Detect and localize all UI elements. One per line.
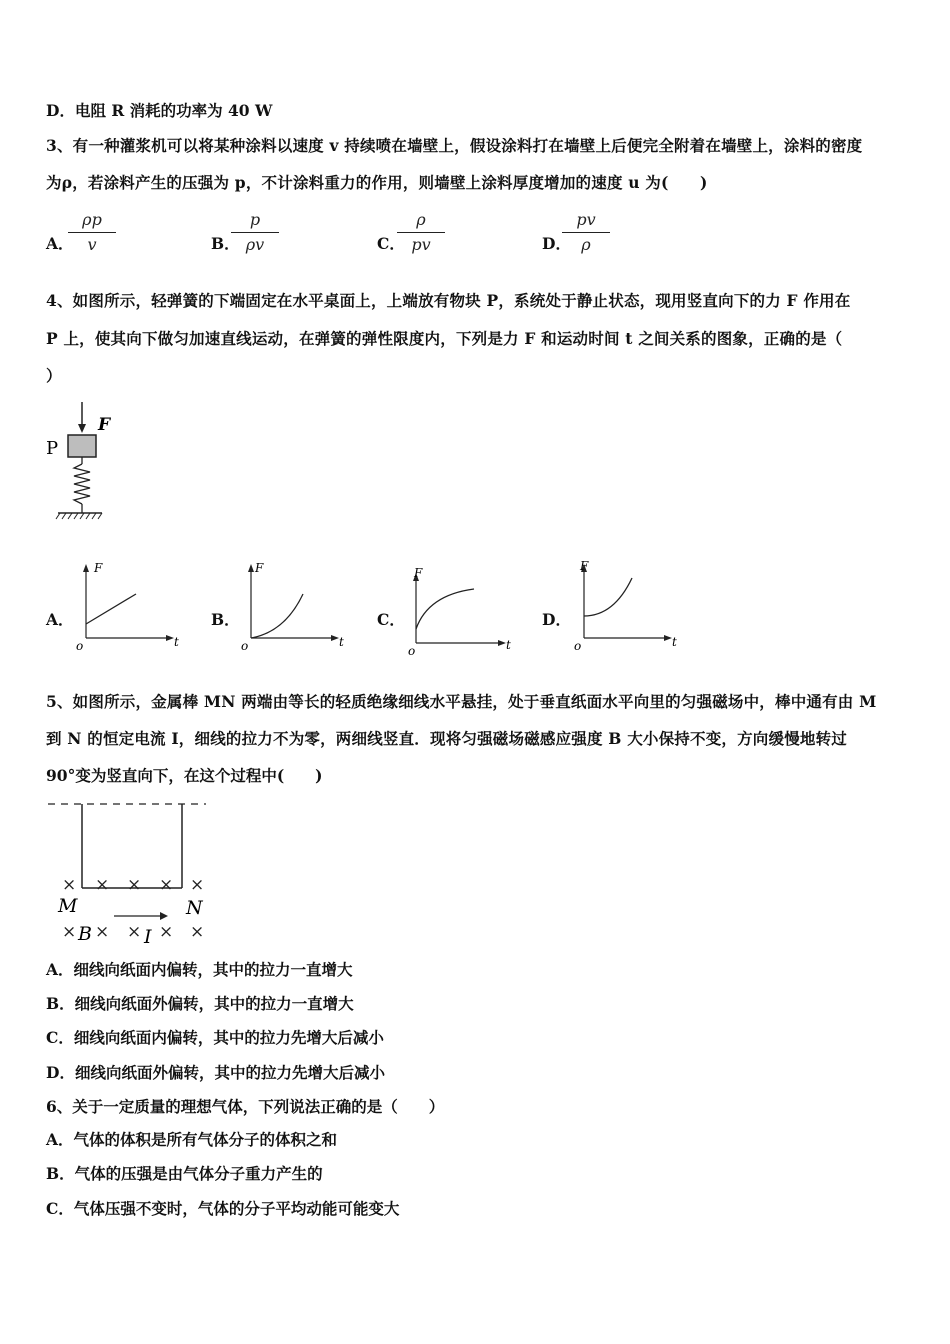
label-n: N xyxy=(186,897,203,919)
q6-option-b: B．气体的压强是由气体分子重力产生的 xyxy=(46,1164,323,1183)
denominator: ρ xyxy=(581,235,591,254)
field-cross: × xyxy=(95,922,110,942)
q3-option-d-label: D． xyxy=(542,234,571,253)
denominator: pv xyxy=(411,235,431,254)
q3-option-c-label: C． xyxy=(377,234,405,253)
q3-option-d-fraction xyxy=(556,210,616,255)
curve-linear xyxy=(86,594,136,624)
y-label: F xyxy=(414,566,423,580)
field-cross: × xyxy=(190,922,205,942)
numerator: p xyxy=(249,210,261,229)
x-label: t xyxy=(174,635,179,649)
q6-stem: 6、关于一定质量的理想气体，下列说法正确的是（ ） xyxy=(46,1097,445,1116)
q4-option-a-label: A． xyxy=(46,610,74,629)
field-cross: × xyxy=(159,875,174,895)
q4-stem-line1: 4、如图所示，轻弹簧的下端固定在水平桌面上，上端放有物块 P，系统处于静止状态，现用竖直向下的力 F 作用在 xyxy=(46,291,851,310)
q4-stem-line2: P 上，使其向下做匀加速直线运动，在弹簧的弹性限度内，下列是力 F 和运动时间 t 之间关系的图象，正确的是（ xyxy=(46,329,843,348)
q5-stem-line3: 90°变为竖直向下，在这个过程中( ) xyxy=(46,766,323,785)
x-arrow xyxy=(331,635,339,641)
x-label: t xyxy=(339,635,344,649)
q4-stem-line3: ） xyxy=(46,366,62,385)
curve-concave-up xyxy=(251,594,303,638)
y-arrow xyxy=(83,564,89,572)
force-label: F xyxy=(98,415,111,435)
x-label: t xyxy=(672,635,677,649)
y-label: F xyxy=(94,561,103,575)
spring-block-figure xyxy=(40,398,120,526)
field-cross: × xyxy=(127,922,142,942)
q5-option-b: B．细线向纸面外偏转，其中的拉力一直增大 xyxy=(46,994,354,1013)
block-p xyxy=(68,435,96,457)
label-i: I xyxy=(144,926,152,947)
label-b: B xyxy=(78,923,92,945)
label-m: M xyxy=(58,895,78,917)
origin-label: o xyxy=(76,639,84,652)
q4-option-d-label: D． xyxy=(542,610,571,629)
x-arrow xyxy=(664,635,672,641)
block-label: P xyxy=(46,438,59,459)
rod-magnetic-field-figure xyxy=(44,795,219,947)
q4-graph-b xyxy=(237,558,349,652)
x-arrow xyxy=(498,640,506,646)
field-cross: × xyxy=(62,875,77,895)
q5-option-d: D．细线向纸面外偏转，其中的拉力先增大后减小 xyxy=(46,1063,385,1082)
curve-offset-concave-up xyxy=(584,578,632,616)
origin-label: o xyxy=(574,639,582,652)
q3-stem-line2: 为ρ，若涂料产生的压强为 p，不计涂料重力的作用，则墙壁上涂料厚度增加的速度 u 为( ) xyxy=(46,173,708,192)
numerator: ρp xyxy=(82,210,102,229)
spring-coil xyxy=(74,464,90,504)
numerator: pv xyxy=(576,210,596,229)
fraction-bar xyxy=(231,232,279,233)
denominator: v xyxy=(87,235,97,254)
q3-option-a-fraction xyxy=(62,210,122,255)
curve-concave-down xyxy=(416,589,474,629)
q5-option-a: A．细线向纸面内偏转，其中的拉力一直增大 xyxy=(46,960,353,979)
field-cross: × xyxy=(190,875,205,895)
current-arrow-head xyxy=(160,912,168,920)
field-cross: × xyxy=(127,875,142,895)
q5-option-c: C．细线向纸面内偏转，其中的拉力先增大后减小 xyxy=(46,1028,384,1047)
x-label: t xyxy=(506,638,511,652)
y-arrow xyxy=(248,564,254,572)
field-cross: × xyxy=(62,922,77,942)
q3-option-b-fraction xyxy=(225,210,285,255)
numerator: ρ xyxy=(416,210,426,229)
q5-stem-line2: 到 N 的恒定电流 I，细线的拉力不为零，两细线竖直．现将匀强磁场磁感应强度 B 大小保持不变，方向缓慢地转过 xyxy=(46,729,848,748)
q5-stem-line1: 5、如图所示，金属棒 MN 两端由等长的轻质绝缘细线水平悬挂，处于垂直纸面水平向里的匀强磁场中，棒中通有由 M xyxy=(46,692,877,711)
denominator: ρv xyxy=(245,235,265,254)
q3-option-b-label: B． xyxy=(211,234,240,253)
q3-option-a-label: A． xyxy=(46,234,74,253)
origin-label: o xyxy=(408,644,416,658)
q3-stem-line1: 3、有一种灌浆机可以将某种涂料以速度 v 持续喷在墙壁上，假设涂料打在墙壁上后便完全附着在墙壁上，涂料的密度 xyxy=(46,136,863,155)
table-hatch xyxy=(56,513,102,519)
field-cross: × xyxy=(95,875,110,895)
fraction-bar xyxy=(397,232,445,233)
y-label: F xyxy=(255,561,264,575)
q3-option-c-fraction xyxy=(391,210,451,255)
q4-graph-d xyxy=(570,558,682,652)
q4-graph-c xyxy=(402,565,514,659)
force-arrow-head xyxy=(78,424,86,433)
fraction-bar xyxy=(562,232,610,233)
q4-option-b-label: B． xyxy=(211,610,240,629)
fraction-bar xyxy=(68,232,116,233)
q6-option-c: C．气体压强不变时，气体的分子平均动能可能变大 xyxy=(46,1199,400,1218)
q6-option-a: A．气体的体积是所有气体分子的体积之和 xyxy=(46,1130,338,1149)
field-cross: × xyxy=(159,922,174,942)
origin-label: o xyxy=(241,639,249,652)
q4-option-c-label: C． xyxy=(377,610,405,629)
q4-graph-a xyxy=(72,558,184,652)
q2-option-d: D．电阻 R 消耗的功率为 40 W xyxy=(46,101,273,120)
y-label: F xyxy=(580,559,589,573)
x-arrow xyxy=(166,635,174,641)
